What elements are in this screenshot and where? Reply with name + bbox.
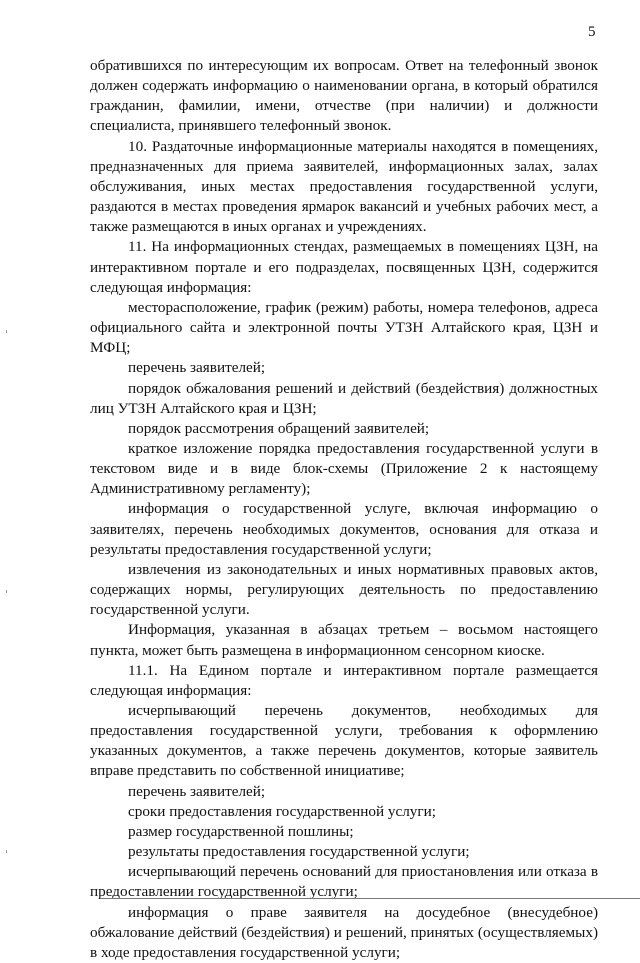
paragraph-11-1: 11.1. На Едином портале и интерактивном портале размещается следующая информация: [90, 661, 598, 699]
list-item-appeal-procedure: порядок обжалования решений и действий (бездействия) должностных лиц УТЗН Алтайского края и ЦЗН; [90, 379, 598, 417]
paragraph-11: 11. На информационных стендах, размещаемых в помещениях ЦЗН, на интерактивном портале и его подразделах, посвященных ЦЗН, содержится следующая информация: [90, 238, 598, 296]
list-item-location: месторасположение, график (режим) работы, номера телефонов, адреса официального сайта и электронной почты УТЗН Алтайского края, ЦЗН и МФЦ; [90, 298, 598, 357]
list-item-applicants: перечень заявителей; [128, 359, 266, 377]
page-number: 5 [588, 24, 596, 40]
list-item-review-procedure: порядок рассмотрения обращений заявителей; [128, 419, 430, 437]
paragraph-10: 10. Раздаточные информационные материалы находятся в помещениях, предназначенных для приема заявителей, информационных залах, залах обслуживания, иных местах предоставления государственной услуги, раздаются в местах проведения ярмарок вакансий и учебных рабочих мест, а также размещаются в иных органах и учреждениях. [90, 137, 598, 236]
list-item-suspension-grounds: исчерпывающий перечень оснований для приостановления или отказа в предоставлении государственной услуги; [90, 863, 598, 901]
list-item-fee: размер государственной пошлины; [128, 822, 354, 840]
scan-mark [6, 330, 7, 333]
scan-mark [6, 850, 7, 853]
list-item-brief-description: краткое изложение порядка предоставления государственной услуги в текстовом виде и в виде блок-схемы (Приложение 2 к настоящему Административному регламенту); [90, 439, 598, 498]
paragraph-continuation: обратившихся по интересующим их вопросам. Ответ на телефонный звонок должен содержать информацию о наименовании органа, в который обратился гражданин, фамилии, имени, отчестве (при наличии) и должности специалиста, принявшего телефонный звонок. [90, 57, 598, 135]
bottom-rule [100, 898, 640, 899]
scan-mark [6, 590, 7, 593]
list-item-terms: сроки предоставления государственной услуги; [128, 802, 436, 820]
list-item-documents: исчерпывающий перечень документов, необходимых для предоставления государственной услуги, требования к оформлению указанных документов, а также перечень документов, которые заявитель вправе представить по собственной инициативе; [90, 702, 598, 780]
list-item-service-info: информация о государственной услуге, включая информацию о заявителях, перечень необходимых документов, основания для отказа и результаты предоставления государственной услуги; [90, 500, 598, 558]
list-item-applicants-portal: перечень заявителей; [128, 782, 266, 800]
list-item-appeal-right: информация о праве заявителя на досудебное (внесудебное) обжалование действий (бездействия) и решений, принятых (осуществляемых) в ходе предоставления государственной услуги; [90, 903, 598, 961]
document-body [90, 56, 598, 963]
paragraph-kiosk-note: Информация, указанная в абзацах третьем – восьмом настоящего пункта, может быть размещена в информационном сенсорном киоске. [90, 621, 598, 659]
list-item-results: результаты предоставления государственной услуги; [128, 843, 470, 861]
list-item-legal-extracts: извлечения из законодательных и иных нормативных правовых актов, содержащих нормы, регулирующих деятельность по предоставлению государственной услуги. [90, 560, 598, 619]
